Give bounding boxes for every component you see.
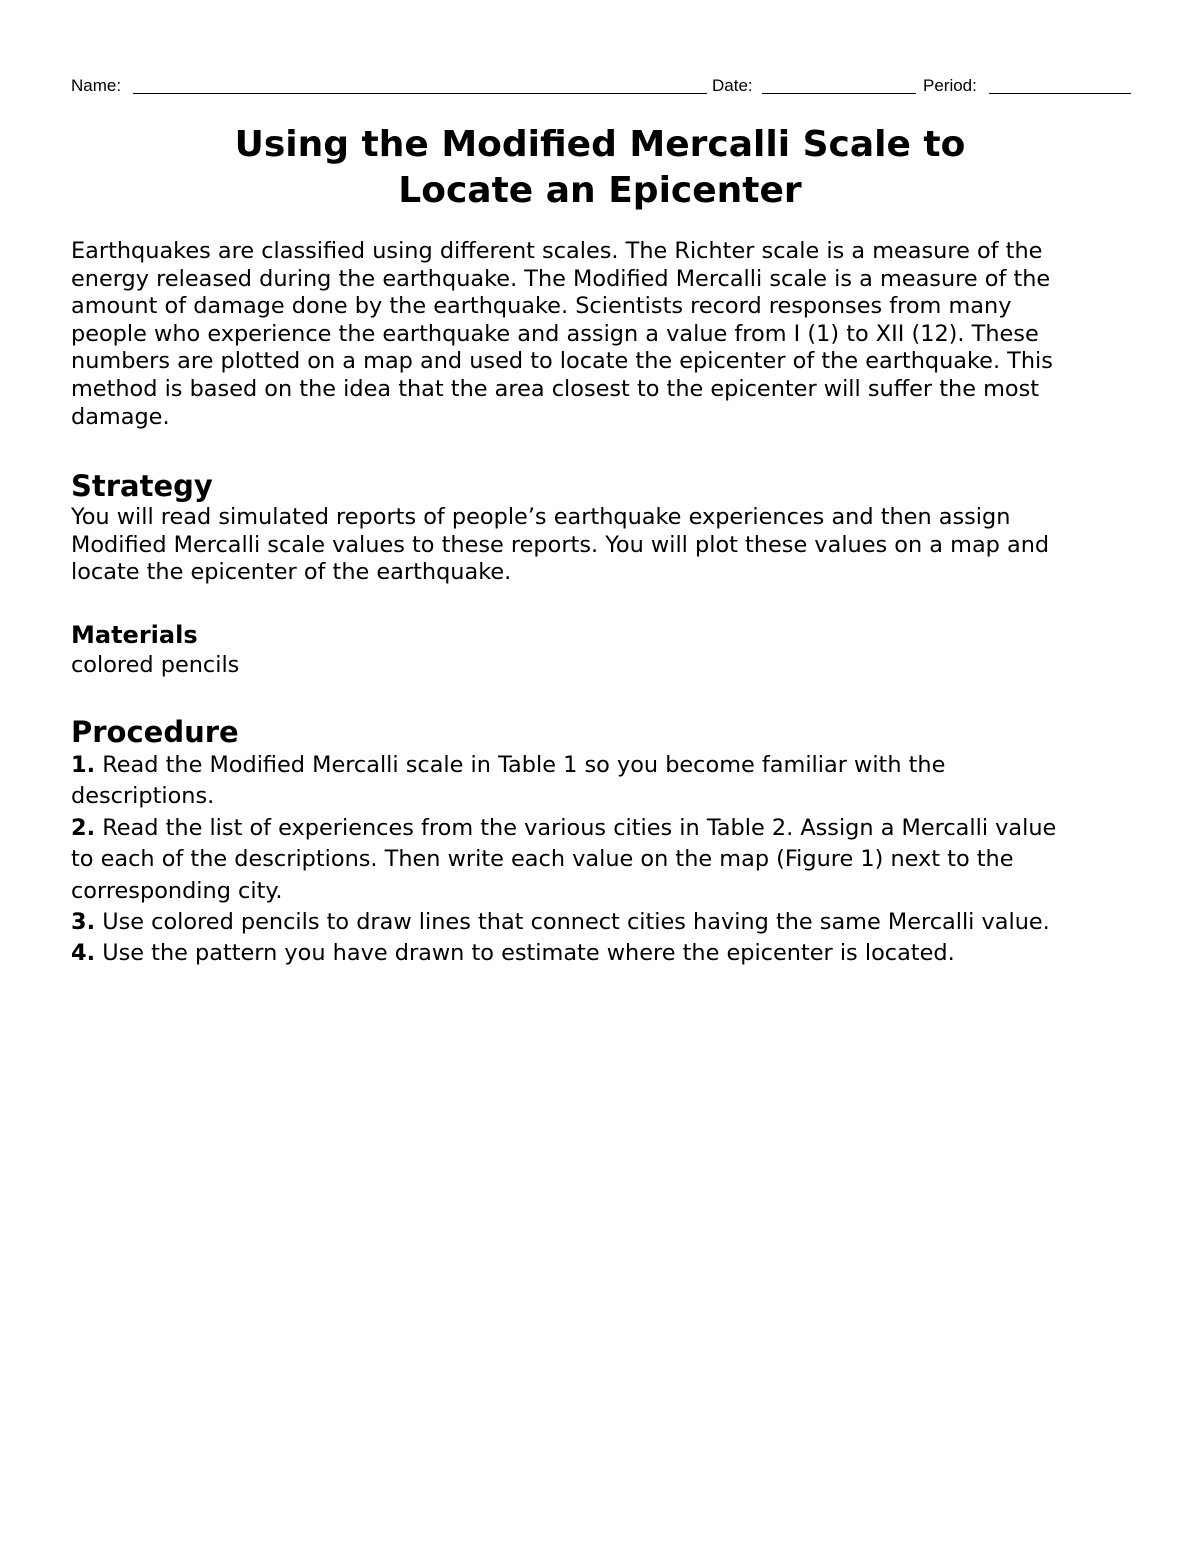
period-label: Period: (923, 76, 977, 95)
strategy-line: You will read simulated reports of people’s earthquake experiences and then assign (71, 504, 1011, 530)
intro-line: people who experience the earthquake and assign a value from I (1) to XII (12). These (71, 320, 1039, 347)
step-number: 2. (71, 814, 96, 841)
strategy-line: locate the epicenter of the earthquake. (71, 559, 512, 586)
name-blank (133, 93, 707, 94)
procedure-steps (71, 750, 1133, 970)
title-line-2: Locate an Epicenter (398, 170, 802, 211)
step-text: Use colored pencils to draw lines that connect cities having the same Mercalli value. (102, 909, 1050, 936)
materials-heading: Materials (71, 621, 198, 649)
procedure-heading: Procedure (71, 715, 239, 749)
step-text: corresponding city. (71, 877, 283, 904)
intro-line: amount of damage done by the earthquake. Scientists record responses from many (71, 293, 1012, 320)
period-blank (989, 93, 1131, 94)
step-text: Use the pattern you have drawn to estimate where the epicenter is located. (102, 940, 955, 967)
procedure-step (71, 938, 1133, 969)
materials-text: colored pencils (71, 652, 240, 678)
strategy-line: Modified Mercalli scale values to these reports. You will plot these values on a map and (71, 531, 1050, 558)
page-title (71, 122, 1129, 214)
step-number: 3. (71, 909, 96, 936)
intro-line: numbers are plotted on a map and used to locate the epicenter of the earthquake. This (71, 348, 1053, 375)
step-text: Read the list of experiences from the various cities in Table 2. Assign a Mercalli value (102, 814, 1057, 841)
intro-paragraph (71, 238, 1133, 431)
step-number: 4. (71, 940, 96, 967)
step-number: 1. (71, 752, 96, 778)
student-info-header (71, 74, 1133, 98)
intro-line: damage. (71, 403, 170, 430)
procedure-step (71, 813, 1133, 907)
step-text: Read the Modified Mercalli scale in Table 1 so you become familiar with the (102, 752, 946, 778)
intro-line: Earthquakes are classified using different scales. The Richter scale is a measure of the (71, 238, 1043, 264)
date-label: Date: (712, 76, 753, 95)
strategy-paragraph (71, 504, 1133, 587)
procedure-step (71, 750, 1133, 813)
step-text: to each of the descriptions. Then write each value on the map (Figure 1) next to the (71, 846, 1014, 873)
title-line-1: Using the Modified Mercalli Scale to (234, 124, 966, 165)
intro-line: method is based on the idea that the area closest to the epicenter will suffer the most (71, 375, 1040, 402)
strategy-heading: Strategy (71, 469, 213, 503)
step-text: descriptions. (71, 783, 215, 810)
procedure-step (71, 907, 1133, 938)
date-blank (762, 93, 916, 94)
name-label: Name: (71, 76, 122, 95)
intro-line: energy released during the earthquake. The Modified Mercalli scale is a measure of the (71, 265, 1051, 292)
